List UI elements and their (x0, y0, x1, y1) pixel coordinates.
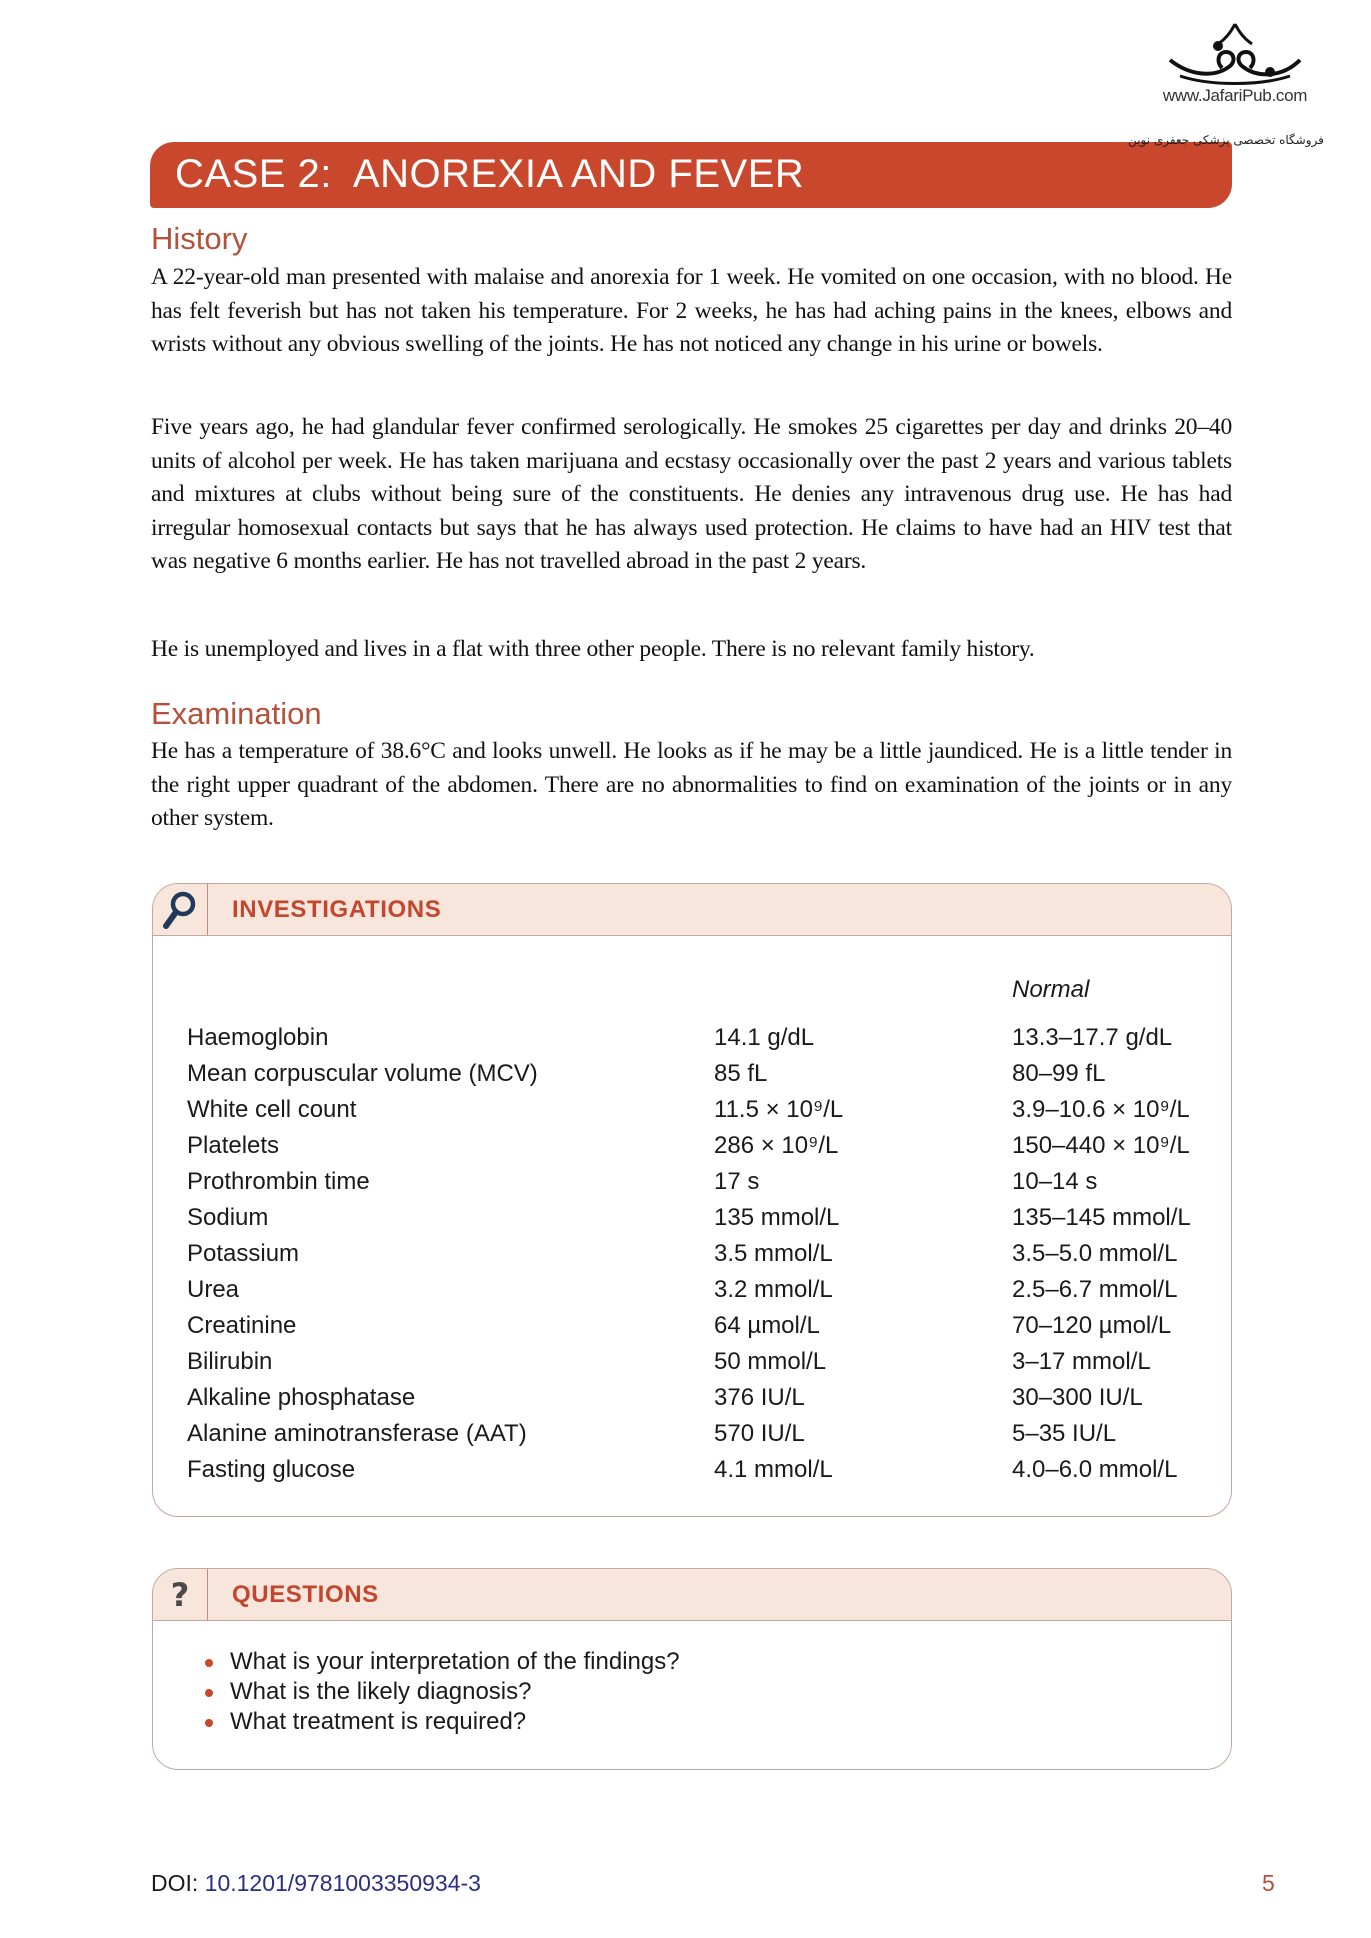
normal-range: 70–120 µmol/L (1012, 1312, 1172, 1339)
list-item: What treatment is required? (203, 1707, 680, 1737)
questions-box (152, 1568, 1232, 1770)
test-name: Fasting glucose (187, 1456, 356, 1483)
normal-range: 10–14 s (1012, 1168, 1098, 1195)
normal-range: 30–300 IU/L (1012, 1384, 1143, 1411)
test-name: Haemoglobin (187, 1024, 329, 1051)
test-value: 4.1 mmol/L (714, 1456, 833, 1483)
test-value: 11.5 × 10⁹/L (714, 1096, 844, 1123)
test-name: Sodium (187, 1204, 269, 1231)
test-name: Mean corpuscular volume (MCV) (187, 1060, 538, 1087)
history-heading: History (151, 221, 248, 256)
normal-range: 3.5–5.0 mmol/L (1012, 1240, 1178, 1267)
table-row (187, 1168, 1227, 1204)
test-value: 64 µmol/L (714, 1312, 820, 1339)
test-value: 14.1 g/dL (714, 1024, 815, 1051)
test-name: Creatinine (187, 1312, 297, 1339)
test-value: 50 mmol/L (714, 1348, 827, 1375)
table-row (187, 1348, 1227, 1384)
magnifier-icon (162, 890, 198, 930)
examination-paragraph: He has a temperature of 38.6°C and looks unwell. He looks as if he may be a little jaundiced. He is a little tender in the right upper quadrant of the abdomen. There are no abnormalities to find on examination of the joints or in any other system. (151, 738, 1232, 831)
questions-icon-cell (153, 1569, 208, 1620)
normal-range: 5–35 IU/L (1012, 1420, 1117, 1447)
normal-range: 150–440 × 10⁹/L (1012, 1132, 1190, 1159)
normal-range: 135–145 mmol/L (1012, 1204, 1191, 1231)
case-title: CASE 2: ANOREXIA AND FEVER (175, 152, 805, 196)
history-paragraph-1: A 22-year-old man presented with malaise and anorexia for 1 week. He vomited on one occasion, with no blood. He has felt feverish but has not taken his temperature. For 2 weeks, he has had aching pains in the knees, elbows and wrists without any obvious swelling of the joints. He has not noticed any change in his urine or bowels. (151, 264, 1232, 357)
table-row (187, 1060, 1227, 1096)
publisher-tagline: فروشگاه تخصصی پزشکی جعفری نوین (1128, 133, 1324, 147)
case-title-bar (150, 142, 1232, 208)
normal-range-header: Normal (1012, 976, 1090, 1003)
questions-list (203, 1647, 680, 1737)
normal-range: 13.3–17.7 g/dL (1012, 1024, 1173, 1051)
doi-label: DOI: (151, 1870, 205, 1896)
table-row (187, 1096, 1227, 1132)
test-value: 85 fL (714, 1060, 768, 1087)
jafaripub-logo-icon (1160, 20, 1310, 88)
question-mark-icon: ? (170, 1575, 190, 1614)
investigations-title: INVESTIGATIONS (232, 896, 442, 923)
test-value: 17 s (714, 1168, 760, 1195)
history-paragraph-3: He is unemployed and lives in a flat with three other people. There is no relevant family history. (151, 636, 1035, 662)
table-row (187, 1420, 1227, 1456)
test-value: 3.2 mmol/L (714, 1276, 833, 1303)
page-number: 5 (1262, 1870, 1275, 1896)
history-paragraph-2: Five years ago, he had glandular fever confirmed serologically. He smokes 25 cigarettes per day and drinks 20–40 units of alcohol per week. He has taken marijuana and ecstasy occasionally over the past 2 years and various tablets and mixtures at clubs without being sure of the constituents. He denies any intravenous drug use. He has had irregular homosexual contacts but says that he has always used protection. He claims to have had an HIV test that was negative 6 months earlier. He has not travelled abroad in the past 2 years. (151, 414, 1232, 574)
publisher-logo (1150, 20, 1320, 106)
table-row (187, 1024, 1227, 1060)
investigations-box (152, 883, 1232, 1517)
investigations-header (153, 884, 1231, 936)
list-item: What is your interpretation of the findings? (203, 1647, 680, 1677)
table-row (187, 1132, 1227, 1168)
table-row (187, 1240, 1227, 1276)
table-row (187, 1312, 1227, 1348)
test-value: 286 × 10⁹/L (714, 1132, 839, 1159)
test-value: 3.5 mmol/L (714, 1240, 833, 1267)
table-row (187, 1456, 1227, 1492)
normal-range: 3.9–10.6 × 10⁹/L (1012, 1096, 1190, 1123)
examination-heading: Examination (151, 696, 322, 731)
doi-link[interactable]: 10.1201/9781003350934-3 (204, 1870, 481, 1896)
test-name: Platelets (187, 1132, 280, 1159)
normal-range: 3–17 mmol/L (1012, 1348, 1151, 1375)
questions-title: QUESTIONS (232, 1581, 379, 1608)
test-name: Bilirubin (187, 1348, 273, 1375)
investigations-icon-cell (153, 884, 208, 935)
test-name: White cell count (187, 1096, 357, 1123)
test-value: 376 IU/L (714, 1384, 805, 1411)
normal-range: 2.5–6.7 mmol/L (1012, 1276, 1178, 1303)
table-row (187, 1204, 1227, 1240)
test-name: Prothrombin time (187, 1168, 370, 1195)
doi-footer (151, 1870, 481, 1897)
test-name: Alanine aminotransferase (AAT) (187, 1420, 527, 1447)
test-name: Urea (187, 1276, 240, 1303)
test-name: Potassium (187, 1240, 300, 1267)
list-item: What is the likely diagnosis? (203, 1677, 680, 1707)
test-value: 135 mmol/L (714, 1204, 840, 1231)
publisher-url: www.JafariPub.com (1162, 86, 1308, 105)
test-value: 570 IU/L (714, 1420, 805, 1447)
table-row (187, 1384, 1227, 1420)
test-name: Alkaline phosphatase (187, 1384, 416, 1411)
normal-range: 80–99 fL (1012, 1060, 1106, 1087)
normal-range: 4.0–6.0 mmol/L (1012, 1456, 1178, 1483)
table-row (187, 1276, 1227, 1312)
questions-header (153, 1569, 1231, 1621)
